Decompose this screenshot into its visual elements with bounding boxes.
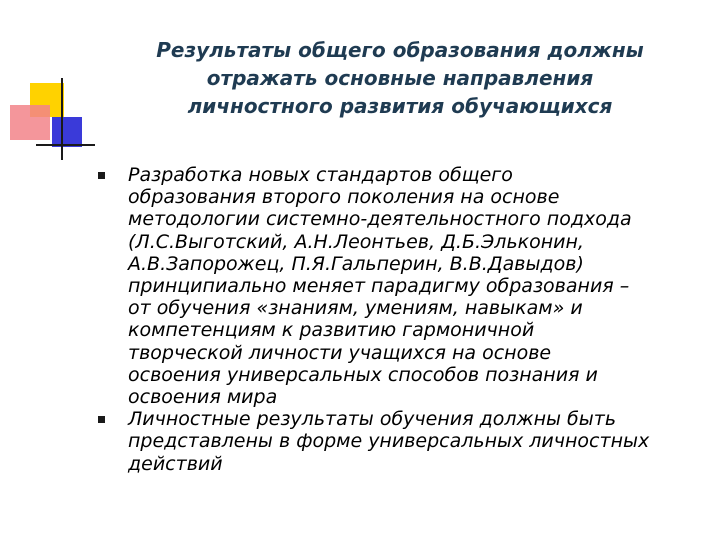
bullet-text-line: образования второго поколения на основе [128,186,560,209]
title-line: личностного развития обучающихся [187,94,613,118]
square-bullet-icon [98,416,105,423]
bullet-text-line: освоения универсальных способов познания и [128,363,598,386]
title-line: Результаты общего образования должны [156,38,644,62]
bullet-item [98,408,708,475]
bullet-text-line: Личностные результаты обучения должны быть [128,408,617,431]
decorative-squares [0,0,110,170]
bullet-list [98,164,708,475]
title-line: отражать основные направления [206,66,594,90]
square-bullet-icon [98,172,105,179]
bullet-text-line: от обучения «знаниям, умениям, навыкам» и [128,297,583,320]
bullet-text-line: методологии системно-деятельностного подхода [128,208,632,231]
bullet-text-line: (Л.С.Выготский, А.Н.Леонтьев, Д.Б.Эльконин, [128,230,584,253]
bullet-text-line: представлены в форме универсальных личностных [128,430,650,453]
bullet-text-line: принципиально меняет парадигму образования – [128,275,630,298]
bullet-text-line: компетенциям к развитию гармоничной [128,319,535,342]
bullet-text-line: творческой личности учащихся на основе [128,341,552,364]
bullet-text-line: Разработка новых стандартов общего [128,164,513,186]
blue-square [52,117,82,147]
red-square [10,105,50,140]
slide-title [110,36,690,120]
bullet-text-line: А.В.Запорожец, П.Я.Гальперин, В.В.Давыдов) [128,252,584,275]
bullet-text-line: действий [128,452,223,475]
bullet-text-line: освоения мира [128,386,278,409]
bullet-item [98,164,708,408]
